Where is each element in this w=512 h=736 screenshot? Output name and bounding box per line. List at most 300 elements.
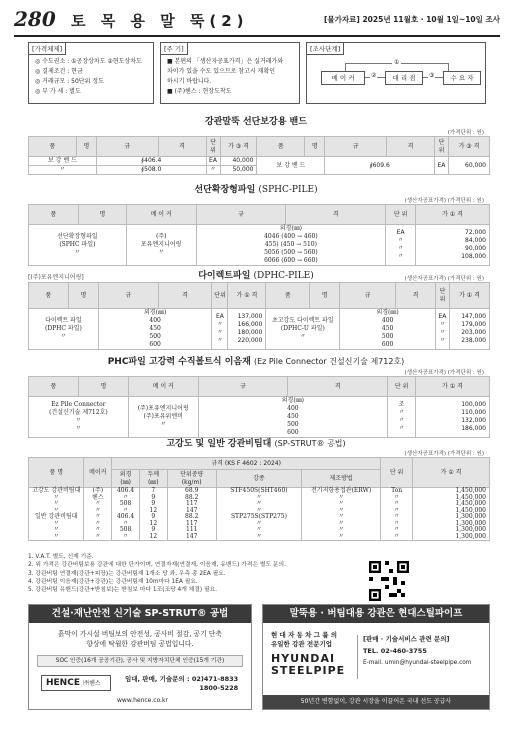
note-line: ■ 본편의 「생산자공표가격」은 실거래가와 [167,58,284,65]
notes-box [160,42,300,104]
th: 가 ① 격 [449,283,489,309]
t: (주) [155,233,167,240]
th: 규 [198,377,288,397]
t: 유일한 강관 전문기업 [271,640,333,648]
t: EA [216,313,224,320]
t: 406.4 [116,487,135,494]
t: 117 [186,500,198,507]
ad-left-cert: SOC 인증(16개 공공기관), 공사 및 지방자치단체 인증(15개 기관) [37,655,243,667]
band-r-name: 보 강 밴 드 [257,157,325,175]
footnote: 5. 강관버팀 유밴드(강관+받침보)는 받침보 마다 1조(조당 4개 체결) 필요. [28,587,217,594]
t: 〃 [397,245,404,252]
band-r-unit: EA [434,157,448,175]
t: 5056 (500 → 560) [264,249,318,256]
t: 9 [151,526,156,533]
th: 단 위 [381,458,413,488]
flow-dealer: 대 리 점 [385,71,423,85]
dphc-l-spec [98,309,212,350]
survey-stage-box [306,42,486,104]
t: 〃 [53,506,60,514]
t: 186,000 [461,425,486,432]
th: 규 [340,283,396,309]
sphc-name [29,225,127,266]
price-line: ◎ 부 가 세 : 별도 [35,88,81,95]
t: (건설신기술 제712호) [49,409,108,416]
sphc-spec [196,225,386,266]
strut-t [139,488,167,541]
th: 두께 (㎜) [139,470,167,488]
t: 72,000 [465,229,486,236]
t: 조 [398,401,405,408]
t: 110,000 [461,409,486,416]
sphc-section-title [0,182,512,195]
th: 규 [96,137,158,157]
th: 품 [29,137,77,157]
band-l-price: 50,000 [220,166,257,175]
t: 〃 [94,513,101,520]
band-l-price: 40,000 [220,157,257,166]
t: 137,000 [237,313,263,320]
t: 1,450,000 [455,500,486,507]
phc-maker [128,397,198,438]
t: 〃 [53,519,60,527]
band-l-spec: ∮508.0 [96,166,206,175]
note-line: 하시기 바랍니다. [167,78,212,85]
strut-table [28,457,490,541]
t: 147 [186,506,198,514]
th: 규 [325,137,387,157]
t: 〃 [398,409,405,416]
t: 〃 [255,532,262,540]
t: 600 [381,341,394,348]
t: (주)포유위엔비 [143,413,183,420]
t: 〃 [53,526,60,533]
t: 〃 [398,417,405,424]
strut-unit [381,488,413,541]
strut-w [167,488,216,541]
t: 〃 [74,249,81,256]
sphc-title: 선단확장형파일 [194,185,256,195]
t: 〃 [255,519,262,527]
strut-section-title [0,436,512,449]
t: (DPHC-U 파일) [280,325,325,332]
band-l-name: 〃 [29,166,97,175]
footnotes [28,553,286,594]
dphc-r-unit [435,309,449,350]
t: (DPHC 파일) [44,325,82,332]
th: 격 [158,283,212,309]
flow-consumer: 수 요 자 [443,71,481,85]
t: 68.9 [185,487,199,494]
th: 가 ③ 격 [448,137,489,157]
t: 500 [381,333,394,340]
th: 단위 [435,283,449,309]
t: 〃 [160,421,167,428]
t: ㈜헨스 [83,680,101,687]
t: 4046 (400 → 460) [264,233,318,240]
band-table [28,136,490,175]
t: 〃 [216,337,223,344]
th: 제조방법 [302,470,381,488]
t: Ez Pile Connector [51,401,106,408]
th: 명 [78,377,128,397]
th: 메이커 [84,458,112,488]
t: 〃 [158,249,165,256]
t: 508 [119,526,132,533]
divider [357,635,358,679]
t: 1,300,000 [455,532,486,540]
th: 품 [266,283,310,309]
flow-mark-1: ① [394,59,400,66]
note-line: 차이가 있을 수도 있으므로 참고시 재확인 [167,68,276,75]
dphc-unit-note: (생산자공표가격) (가격단위 : 원) [404,276,484,282]
t: 〃 [338,532,345,540]
th: 규 [98,283,158,309]
t: 〃 [338,500,345,507]
t: 12 [149,532,158,540]
t: 7 [151,487,156,494]
t: 220,000 [237,337,263,344]
t: 147,000 [461,313,486,320]
t: 400 [381,317,394,324]
price-line: ◎ 수도권소 : ①공장상차도 ②현도상차도 [35,58,142,65]
note-line: ■ (주)헨스 : 현장도착도 [167,88,232,95]
t: 〃 [397,253,404,260]
dphc-table [28,282,490,350]
t: 203,000 [461,329,486,336]
t: 〃 [393,532,400,540]
th: 가 ① 격 [413,458,490,488]
t: 108,000 [461,253,486,260]
th: 명 [76,137,96,157]
t: 〃 [397,237,404,244]
t: 400 [149,317,161,324]
t: (주)포유엔지니어링 [137,405,189,412]
strut-maker [84,488,112,541]
phc-unit-note: (생산자공표가격) (가격단위 : 원) [404,370,484,376]
flow-mark-2: ② [371,72,377,79]
t: 외경(㎜) [281,397,305,404]
footnote: 1. V.A.T. 별도, 신재 기준. [28,554,94,560]
t: 147 [186,532,198,540]
t: 1800-5228 [199,684,239,692]
t: 선단확장형파일 [57,233,98,240]
qr-code-icon[interactable] [369,561,409,601]
t: 〃 [398,425,405,432]
sphc-maker [126,225,196,266]
th: 가 ③ 격 [220,137,257,157]
t: 초고강도 다이렉트 파일 [271,317,334,324]
dphc-l-name [29,309,99,350]
phc-spec [198,397,388,438]
t: TEL. 02-460-3755 [363,647,427,655]
t: 〃 [439,329,446,336]
t: 〃 [439,337,446,344]
price-system-title: [가격체제] [28,42,66,55]
t: 〃 [255,526,262,533]
strut-method [302,488,381,541]
t: 1,300,000 [455,513,486,520]
t: 〃 [53,532,60,540]
t: 〃 [299,333,306,340]
t: (SPHC 파일) [59,241,96,248]
t: 500 [149,333,161,340]
t: 〃 [393,513,400,520]
th: 단 위 [386,205,416,225]
t: 외경(㎜) [279,225,303,232]
t: 헨스 [92,493,104,501]
t: 1,300,000 [455,526,486,533]
sphc-title-b: (SPHC-PILE) [258,185,318,195]
t: EA [396,229,405,236]
phc-title: PHC파일 고강력 수직볼트식 이음재 [107,357,251,367]
strut-od [112,488,140,541]
t: 9 [151,513,156,520]
t: 〃 [94,519,101,527]
t: 9 [151,493,156,501]
th: 격 [396,283,436,309]
ad-right-slogan [271,631,337,649]
phc-section-title [0,354,512,367]
dphc-r-price [449,309,489,350]
t: 흙막이 가시설 버팀보의 안전성, 공사비 절감, 공기 단축 [58,630,222,638]
t: 12 [149,519,158,527]
th: 명 [68,283,98,309]
ad-left-title: 건설·재난안전 신기술 SP-STRUT® 공법 [29,605,251,623]
phc-table [28,376,490,438]
t: 전기저항용접관(ERW) [311,487,372,494]
t: 450 [287,413,299,420]
th: 품 명 [29,458,84,488]
t: 〃 [393,500,400,507]
t: 600 [287,429,299,436]
t: 〃 [338,506,345,514]
t: 508 [119,500,132,507]
t: 고강도 강관비팀대 [32,487,81,494]
t: [판매 · 기술서비스 관련 문의] [363,635,450,643]
t: 100,000 [461,401,486,408]
t: 117 [186,519,198,527]
price-line: ◎ 결제조건 : 현금 [35,68,83,75]
th: 격 [286,205,386,225]
header-rule [14,35,500,37]
th: 격 [158,137,206,157]
strut-steel [216,488,301,541]
t: 현 대 자 동 차 그 룹 의 [271,631,338,639]
t: 〃 [439,321,446,328]
t: 외경(㎜) [376,309,399,316]
th: 외경 (㎜) [112,470,140,488]
t: 〃 [393,506,400,514]
band-r-spec: ∮609.6 [325,157,435,175]
price-line: ◎ 거래규모 : 50단위 정도 [35,78,104,85]
band-l-unit: 〃 [206,166,220,175]
t: 외경(㎜) [144,309,167,316]
t: 111 [186,526,198,533]
th: 품 [29,283,69,309]
t: (주) [92,487,104,494]
band-r-price: 60,000 [448,157,489,175]
th: 가 ① 격 [416,377,490,397]
t: 600 [149,341,161,348]
t: 1,300,000 [455,519,486,527]
t: 455) (450 → 510) [264,241,317,248]
ad-right-title: 말뚝용 · 버팀대용 강관은 현대스틸파이프 [263,605,489,623]
dphc-l-price [228,309,266,350]
survey-stage-title: [조사단계] [306,42,344,55]
th: 품 [29,377,79,397]
price-system-box [28,42,154,104]
t: 166,000 [237,321,263,328]
sphc-unit-note: (생산자공표가격) (가격단위 : 원) [404,198,484,204]
t: 〃 [122,519,129,527]
t: 〃 [338,513,345,520]
th: 가 ① 격 [228,283,266,309]
t: 〃 [60,333,67,340]
phc-title-b: (Ez Pile Connector 건설신기술 제712호) [253,357,405,366]
t: 〃 [393,519,400,527]
ad-right-footer: 50년간 변함없이, 강관 시장을 이끌어온 국내 선도 공급사 [263,695,489,709]
band-l-spec: ∮406.4 [96,157,206,166]
band-l-name: 보 강 밴 드 [29,157,97,166]
t: 〃 [122,493,129,501]
t: 88.2 [185,493,199,501]
phc-name [29,397,129,438]
ad-right-contact [363,633,471,669]
t: 132,000 [461,417,486,424]
t: 450 [381,325,394,332]
sphc-unit [386,225,416,266]
t: 238,000 [461,337,486,344]
th: 메 이 커 [128,377,198,397]
t: 일반 강관비팀대 [35,513,78,520]
dphc-title-b: (DPHC-PILE) [253,271,314,281]
th: 규 [196,205,286,225]
t: 400 [287,405,299,412]
hyundai-steelpipe-logo [271,653,345,677]
dphc-title: 다이렉트파일 [198,271,251,281]
th: 강종 [216,470,301,488]
t: 1,450,000 [455,487,486,494]
th: 명 [78,205,126,225]
ad-sp-strut[interactable] [28,604,252,710]
th: 명 [310,283,340,309]
th: 품 [257,137,305,157]
t: STEELPIPE [271,664,346,677]
t: 〃 [53,500,60,507]
t: 〃 [216,329,223,336]
t: 〃 [94,532,101,540]
t: 〃 [255,493,262,501]
sphc-table [28,204,490,266]
page-header [14,7,500,33]
flow-maker: 메 이 커 [321,71,365,85]
t: 〃 [75,425,82,432]
t: 향상에 탁월한 강관버팀 공법입니다. [86,640,194,648]
t: 〃 [94,526,101,533]
band-section-title: 강관말뚝 선단보강용 밴드 [205,117,307,127]
t: EA [438,313,447,320]
strut-names [29,488,84,541]
t[interactable]: E-mail. umin@hyundai-steelpipe.com [363,660,472,666]
hence-logo [41,675,111,691]
t: STF450S(SHT460) [230,487,288,494]
notes-title: [주 기] [160,42,188,55]
t: HENCE [46,678,80,688]
dphc-company: [(주)포유엔지니어링] [28,274,84,281]
t: 〃 [338,519,345,527]
t: 450 [149,325,161,332]
t: 〃 [393,493,400,501]
t: 〃 [94,500,101,507]
flow-mark-3: ③ [429,72,435,79]
ad-left-contact [125,675,238,693]
t: 180,000 [237,329,263,336]
strut-unit-note: (생산자공표가격) (가격단위 : 원) [404,451,484,457]
t: 90,000 [465,245,486,252]
th: 규격 (KS F 4602 : 2024) [112,458,381,470]
sphc-price [416,225,490,266]
dphc-l-unit [212,309,228,350]
phc-unit [388,397,416,438]
band-l-unit: EA [206,157,220,166]
t: 〃 [393,526,400,533]
th: 단위 [206,137,220,157]
th: 단위 [212,283,228,309]
t: 〃 [216,321,223,328]
t: 〃 [53,493,60,501]
t: 9 [151,500,156,507]
ad-hyundai-steelpipe[interactable] [262,604,490,710]
t: 〃 [338,493,345,501]
th: 가 ① 격 [416,205,490,225]
t: 84,000 [465,237,486,244]
t: 〃 [94,506,101,514]
t: 다이렉트 파일 [45,317,82,324]
strut-title: 고강도 및 일반 강관비팀대 [166,439,272,449]
t: 500 [287,421,299,428]
t: STP275S(STP275) [230,513,287,520]
th: 메 이 커 [126,205,196,225]
t: 〃 [255,500,262,507]
th: 단위 [434,137,448,157]
survey-period: [물가자료] 2025년 11월호 · 10월 1일~10일 조사 [324,15,500,24]
t: 〃 [122,532,129,540]
th: 품 [29,205,79,225]
footnote: 2. 위 가격은 강관버팀보용 강관에 대한 단가이며, 연결자재(연결재, 이음재, 유밴드) 가격은 별도 문의. [28,562,286,569]
strut-title-b: (SP-STRUT® 공법) [274,439,346,448]
t: 88.2 [185,513,199,520]
t: 179,000 [461,321,486,328]
t: 〃 [122,506,129,514]
t: 〃 [338,526,345,533]
dphc-r-spec [340,309,436,350]
t: 〃 [75,417,82,424]
th: 격 [387,137,435,157]
dphc-r-name [266,309,340,350]
th: 격 [288,377,388,397]
t: 6066 (600 → 660) [264,257,318,264]
t: 1,450,000 [455,506,486,514]
footnote: 3. 강관버팀 연결재(강관+피장)는 강관버팀재 1개소 당 좌, 우측 총 2EA 필요. [28,570,226,577]
ad-left-web[interactable]: www.hence.co.kr [117,697,168,704]
t: HYUNDAI [271,652,336,665]
ad-left-body [29,629,251,649]
footnote: 4. 강관버팀 이음재(강관+강관)는 강관버팀재 10m마다 1EA 필요. [28,578,198,585]
t: 임대, 판매, 기술문의 : 02)471-8833 [125,675,239,683]
th: 단위중량 (kg/m) [167,470,216,488]
page-title: 토 목 용 말 뚝(2) [71,12,249,30]
